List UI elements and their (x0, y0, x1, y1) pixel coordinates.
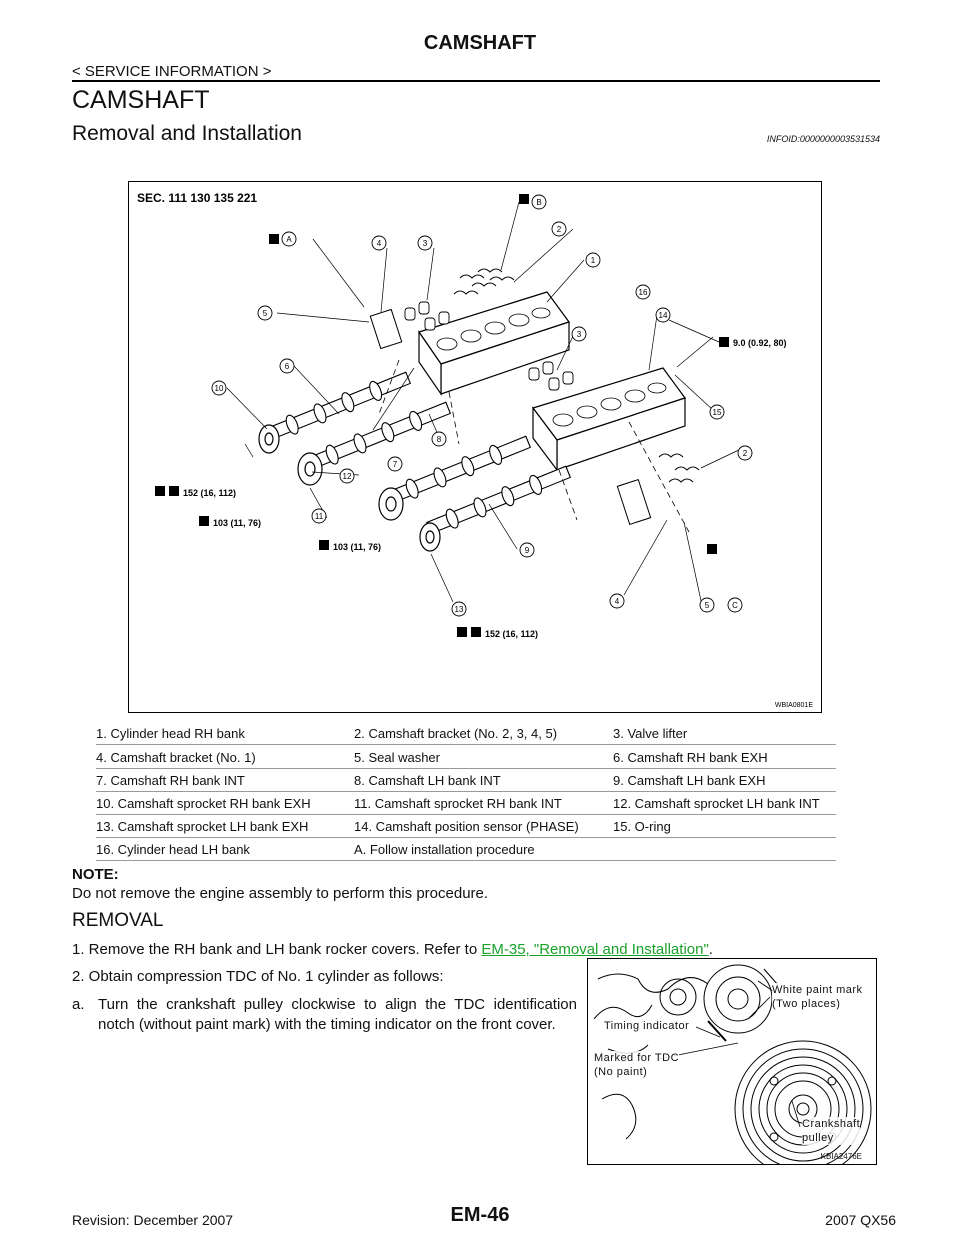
camshaft-exploded-diagram (128, 181, 822, 713)
legend-divider (96, 744, 836, 745)
footer-revision: Revision: December 2007 (72, 1212, 234, 1228)
cylinder-head-rh (419, 292, 569, 394)
legend-cell: 8. Camshaft LH bank INT (354, 773, 501, 788)
callout: 16 (638, 288, 648, 297)
crankshaft-pulley-label (802, 1117, 860, 1145)
legend-cell: 3. Valve lifter (613, 726, 688, 741)
step-a-number: a. (72, 996, 85, 1013)
label-line: (No paint) (594, 1066, 648, 1078)
main-title: CAMSHAFT (72, 86, 210, 114)
callout: 4 (376, 239, 382, 248)
callout: C (732, 601, 738, 610)
callout: 13 (454, 605, 464, 614)
legend-cell: 12. Camshaft sprocket LH bank INT (613, 796, 820, 811)
section-breadcrumb[interactable]: < SERVICE INFORMATION > (72, 63, 272, 80)
callout: 5 (704, 601, 710, 610)
crankshaft-pulley-illustration (587, 958, 877, 1165)
em35-reference-link[interactable]: EM-35, "Removal and Installation" (481, 941, 709, 958)
note-text: Do not remove the engine assembly to perform this procedure. (72, 885, 489, 902)
tdc-mark-label (594, 1051, 679, 1079)
legend-cell: 13. Camshaft sprocket LH bank EXH (96, 819, 309, 834)
legend-divider (96, 814, 836, 815)
callout: 9 (524, 546, 530, 555)
callout: 1 (590, 256, 596, 265)
legend-cell: 5. Seal washer (354, 750, 440, 765)
label-line: pulley (802, 1132, 834, 1144)
legend-divider (96, 860, 836, 861)
legend-cell: 4. Camshaft bracket (No. 1) (96, 750, 256, 765)
label-line: Crankshaft (802, 1118, 861, 1130)
step-1-end: . (708, 941, 713, 958)
footer-page-number: EM-46 (450, 1204, 510, 1226)
label-line: White paint mark (772, 984, 863, 996)
callout: 14 (658, 311, 668, 320)
step-1-text: 1. Remove the RH bank and LH bank rocker covers. Refer to (72, 941, 482, 958)
torque-sprocket-11: 103 (11, 76) (213, 518, 262, 528)
note-label: NOTE: (72, 866, 119, 883)
legend-cell: 15. O-ring (613, 819, 671, 834)
legend-divider (96, 791, 836, 792)
callout: 7 (392, 460, 398, 469)
callout: 10 (214, 384, 224, 393)
callout: 8 (436, 435, 442, 444)
callout: 4 (614, 597, 620, 606)
timing-indicator-label: Timing indicator (604, 1020, 690, 1032)
info-id: INFOID:0000000003531534 (766, 134, 880, 144)
callout: B (536, 198, 542, 207)
figure-code: WBIA0801E (774, 702, 813, 709)
removal-heading: REMOVAL (72, 910, 164, 931)
page-header-title: CAMSHAFT (423, 32, 537, 54)
callout: 11 (314, 512, 324, 521)
callout: 5 (262, 309, 268, 318)
callout: 3 (422, 239, 428, 248)
step-a-text: Turn the crankshaft pulley clockwise to align the TDC identification notch (without paint mark) with the timing indicator on the front cover. (98, 996, 577, 1033)
header-divider (72, 80, 880, 82)
callout: 2 (556, 225, 562, 234)
legend-cell: 16. Cylinder head LH bank (96, 842, 250, 857)
legend-cell: A. Follow installation procedure (354, 842, 535, 857)
callout: 15 (712, 408, 722, 417)
callout: 6 (284, 362, 290, 371)
legend-cell: 14. Camshaft position sensor (PHASE) (354, 819, 579, 834)
legend-cell: 11. Camshaft sprocket RH bank INT (354, 796, 562, 811)
white-paint-mark-label (772, 983, 863, 1011)
legend-divider (96, 837, 836, 838)
legend-cell: 7. Camshaft RH bank INT (96, 773, 245, 788)
legend-cell: 2. Camshaft bracket (No. 2, 3, 4, 5) (354, 726, 558, 741)
subsection-title: Removal and Installation (72, 122, 302, 145)
photo-code: KBIA2476E (820, 1152, 862, 1161)
label-line: Marked for TDC (594, 1052, 680, 1064)
torque-sprocket-12: 103 (11, 76) (333, 542, 382, 552)
legend-cell: 9. Camshaft LH bank EXH (613, 773, 766, 788)
step-1 (72, 941, 713, 958)
legend-cell: 10. Camshaft sprocket RH bank EXH (96, 796, 311, 811)
label-line: (Two places) (772, 998, 841, 1010)
legend-divider (96, 768, 836, 769)
torque-sprocket-10: 152 (16, 112) (183, 488, 237, 498)
footer-model: 2007 QX56 (825, 1212, 896, 1228)
torque-sprocket-13: 152 (16, 112) (485, 629, 539, 639)
callout: 2 (742, 449, 748, 458)
legend-cell: 6. Camshaft RH bank EXH (613, 750, 768, 765)
callout: 3 (576, 330, 582, 339)
sec-label: SEC. 111 130 135 221 (137, 191, 258, 205)
torque-sensor: 9.0 (0.92, 80) (733, 338, 787, 348)
legend-cell: 1. Cylinder head RH bank (96, 726, 245, 741)
step-2: 2. Obtain compression TDC of No. 1 cylinder as follows: (72, 968, 444, 985)
camshaft-brackets-lh (617, 454, 699, 524)
callout: 12 (342, 472, 352, 481)
callout: A (286, 235, 292, 244)
